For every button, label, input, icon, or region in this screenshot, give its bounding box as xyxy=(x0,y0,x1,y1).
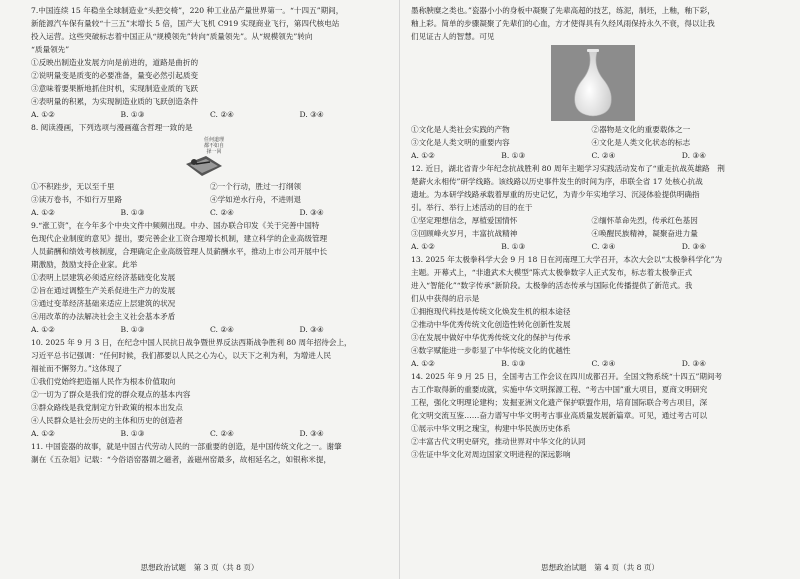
q11-choices xyxy=(411,149,772,162)
q14-stem-2: 古工作取得新的重要成就，实施中华文明探源工程、“考古中国”重大项目，夏商文明研究 xyxy=(411,385,708,394)
q10-statement-3: ③群众路线是我党制定方针政策的根本出发点 xyxy=(31,403,183,412)
q7-statement-4: ④表明量的积累，为实现制造业质的飞跃创造条件 xyxy=(31,97,199,106)
question-11-continued xyxy=(411,4,772,162)
q7-choice-a[interactable]: A. ①② xyxy=(31,110,55,119)
q12-statement-4: ④唤醒民族精神，凝聚奋进力量 xyxy=(591,229,698,238)
vase-area xyxy=(411,43,772,123)
q11-statements xyxy=(411,123,772,149)
page-3-footer: 思想政治试题 第 3 页（共 8 页） xyxy=(140,563,259,572)
q12-choice-c[interactable]: C. ②④ xyxy=(591,242,616,251)
q9-choices xyxy=(31,323,389,336)
vase-icon xyxy=(551,45,635,121)
q13-choice-a[interactable]: A. ①② xyxy=(411,359,435,368)
q10-stem-2: 习近平总书记强调：“任何时候，我们都要以人民之心为心，以天下之利为利，为增进人民 xyxy=(31,351,332,360)
q13-stem-1: 13. 2025 年太极拳科学大会 9 月 18 日在河南理工大学召开，本次大会以“太极拳科学化”为 xyxy=(411,255,723,264)
q13-choice-d[interactable]: D. ③④ xyxy=(681,359,707,368)
q9-stem-4: 期激励，鼓励支持企业家。此举 xyxy=(31,260,138,269)
question-10 xyxy=(31,336,389,440)
q11-stem-2: 淛在《五杂俎》记载：“今俗语窑器谓之磁者，盖磁州窑最多，故相延名之，如银称米提， xyxy=(31,455,332,464)
question-13 xyxy=(411,253,772,370)
q13-choice-b[interactable]: B. ①③ xyxy=(501,359,526,368)
q10-choice-a[interactable]: A. ①② xyxy=(31,429,55,438)
q12-stem-2: 楚薪火永相传”研学线路。该线路以历史事件发生的时间为序，串联全省 17 处核心抗战 xyxy=(411,177,703,186)
q12-statements xyxy=(411,214,772,240)
q9-choice-b[interactable]: B. ①③ xyxy=(120,325,145,334)
q10-choice-c[interactable]: C. ②④ xyxy=(210,429,234,438)
q11-statement-4: ④文化是人类文化状态的标志 xyxy=(591,138,691,147)
q14-stem-1: 14. 2025 年 9 月 25 日，全国考古工作会议在四川成都召开。全国文物系统“十四五”期间考 xyxy=(411,372,723,381)
q13-statement-4: ④数字赋能进一步彰显了中华传统文化的优越性 xyxy=(411,346,571,355)
q13-statement-2: ②推动中华优秀传统文化创造性转化创新性发展 xyxy=(411,320,571,329)
q10-choice-b[interactable]: B. ①③ xyxy=(120,429,145,438)
q10-choices xyxy=(31,427,389,440)
q8-choices xyxy=(31,206,389,219)
q11-statement-2: ②器物是文化的重要载体之一 xyxy=(591,125,691,134)
q13-stem-2: 主题。开幕式上，“非遗武术大模型”陈式太极拳数字人正式发布，标志着太极拳正式 xyxy=(411,268,693,277)
q12-choice-b[interactable]: B. ①③ xyxy=(501,242,526,251)
q12-stem-1: 12. 近日，湖北省青少年纪念抗战胜利 80 周年主题学习实践活动发布了“重走抗战英雄路 荆 xyxy=(411,164,725,173)
q8-statement-1: ①不积跬步，无以至千里 xyxy=(31,182,115,191)
q12-choices xyxy=(411,240,772,253)
q13-stem-3: 进入“智能化”“数字传承”新阶段。太极拳的活态传承与国际化传播提供了新范式。我 xyxy=(411,281,693,290)
q8-statement-3: ③读万卷书，不如行万里路 xyxy=(31,195,123,204)
q7-stem-3: 投入运营。这些突破标志着中国正从“规模领先”转向“质量领先”。从“规模领先”转向 xyxy=(31,32,313,41)
q10-statement-4: ④人民群众是社会历史的主体和历史的创造者 xyxy=(31,416,183,425)
q11-choice-b[interactable]: B. ①③ xyxy=(501,151,526,160)
cartoon-image xyxy=(176,134,236,180)
q8-statement-2: ②一个行动，胜过一打纲领 xyxy=(210,182,302,191)
q12-choice-a[interactable]: A. ①② xyxy=(411,242,435,251)
q8-choice-b[interactable]: B. ①③ xyxy=(120,208,145,217)
q14-stem-4: 化文明交流互鉴……奋力谱写中华文明考古事业高质量发展新篇章。可见，通过考古可以 xyxy=(411,411,708,420)
q13-statement-3: ③在发展中做好中华优秀传统文化的保护与传承 xyxy=(411,333,571,342)
vase-photo xyxy=(551,45,635,121)
q7-choice-c[interactable]: C. ②④ xyxy=(210,110,234,119)
q12-choice-d[interactable]: D. ③④ xyxy=(681,242,707,251)
q7-stem-2: 新能源汽车保有量较“十三五”末增长 5 倍，国产大飞机 C919 实现商业飞行，第四代核电站 xyxy=(31,19,340,28)
q7-choices xyxy=(31,108,389,121)
q7-statement-3: ③意味着要果断地抓住时机，实现制造业质的飞跃 xyxy=(31,84,199,93)
q14-stem-3: 工程，强化文明理论建构；发掘亚洲文化遗产保护联盟作用，培育国际联合考古项目，深 xyxy=(411,398,708,407)
q8-statements xyxy=(31,180,389,206)
q11-cont-2: 釉上彩。简单的步骤凝聚了先辈们的心血，方才使得具有久经风雨保持永久不衰，得以让我 xyxy=(411,19,715,28)
question-8 xyxy=(31,121,389,219)
q10-statement-2: ②一切为了群众是我们党的群众观点的基本内容 xyxy=(31,390,191,399)
q7-stem-4: “质量领先” xyxy=(31,45,70,54)
q8-choice-a[interactable]: A. ①② xyxy=(31,208,55,217)
page-4-footer: 思想政治试题 第 4 页（共 8 页） xyxy=(540,563,660,572)
q9-statement-1: ①表明上层建筑必须适应经济基础变化发展 xyxy=(31,273,176,282)
question-11 xyxy=(31,440,389,466)
question-12 xyxy=(411,162,772,253)
q11-choice-c[interactable]: C. ②④ xyxy=(591,151,616,160)
q9-stem-3: 人员薪酬和绩效考核制度，合理确定企业高级管理人员薪酬水平，推动上市公司开展中长 xyxy=(31,247,328,256)
cartoon-area xyxy=(31,134,389,180)
q10-statement-1: ①我们党始终把造福人民作为根本价值取向 xyxy=(31,377,176,386)
question-14 xyxy=(411,370,772,461)
page-4 xyxy=(400,0,800,579)
q9-choice-a[interactable]: A. ①② xyxy=(31,325,55,334)
question-9 xyxy=(31,219,389,336)
q12-stem-3: 遗址。为本研学线路承载着厚重的历史记忆，为青少年实地学习、沉浸体验提供明确指 xyxy=(411,190,700,199)
q9-stem-2: 色现代企业制度的意见》提出，要完善企业工资合理增长机制，建立科学的企业高级管理 xyxy=(31,234,328,243)
q8-statement-4: ④学如逆水行舟，不进则退 xyxy=(210,195,302,204)
cartoon-caption-1: 任何道理 xyxy=(203,137,225,143)
q11-cont-3: 们见证古人的智慧。可见 xyxy=(411,32,495,41)
q7-stem-1: 7.中国连续 15 年稳坐全球制造业“头把交椅”，220 种工业品产量世界第一。“十四五”期间， xyxy=(31,6,344,15)
q7-statement-1: ①反映出制造业发展方向是前进的，道路是曲折的 xyxy=(31,58,199,67)
q8-stem: 8. 阅读漫画，下列选项与漫画蕴含哲理一致的是 xyxy=(31,123,193,132)
q9-statement-3: ③通过变革经济基础来适应上层建筑的状况 xyxy=(31,299,176,308)
q13-stem-4: 们从中获得的启示是 xyxy=(411,294,480,303)
q7-statement-2: ②说明量变是质变的必要准备，量变必然引起质变 xyxy=(31,71,199,80)
q13-choices xyxy=(411,357,772,370)
q11-statement-3: ③文化是人类文明的重要内容 xyxy=(411,138,510,147)
q8-choice-d[interactable]: D. ③④ xyxy=(299,208,324,217)
q12-statement-3: ③回顾峰火岁月，丰富抗战精神 xyxy=(411,229,518,238)
q11-choice-d[interactable]: D. ③④ xyxy=(681,151,707,160)
q14-statement-3: ③佐证中华文化对周边国家文明进程的深远影响 xyxy=(411,450,571,459)
q7-choice-d[interactable]: D. ③④ xyxy=(299,110,324,119)
question-7 xyxy=(31,4,389,121)
cartoon-caption-2: 都不如自 xyxy=(203,143,225,149)
q13-choice-c[interactable]: C. ②④ xyxy=(591,359,616,368)
q8-choice-c[interactable]: C. ②④ xyxy=(210,208,234,217)
q7-choice-b[interactable]: B. ①③ xyxy=(120,110,145,119)
q9-choice-c[interactable]: C. ②④ xyxy=(210,325,234,334)
q11-statement-1: ①文化是人类社会实践的产物 xyxy=(411,125,510,134)
q9-choice-d[interactable]: D. ③④ xyxy=(299,325,324,334)
q12-statement-2: ②缅怀革命先烈，传承红色基因 xyxy=(591,216,698,225)
q14-statement-2: ②丰富古代文明史研究，推动世界对中华文化的认同 xyxy=(411,437,586,446)
q13-statement-1: ①拥抱现代科技是传统文化焕发生机的根本途径 xyxy=(411,307,571,316)
q10-stem-1: 10. 2025 年 9 月 3 日，在纪念中国人民抗日战争暨世界反法西斯战争胜利 80 周年招待会上， xyxy=(31,338,352,347)
cartoon-caption-3: 择一回 xyxy=(206,149,222,155)
q9-stem-1: 9.“涨工资”，在今年多个中央文件中频频出现。中办、国办联合印发《关于完善中国特 xyxy=(31,221,320,230)
q12-statement-1: ①坚定理想信念，厚植爱国情怀 xyxy=(411,216,518,225)
q12-stem-4: 引。举行、举行上述活动的目的在于 xyxy=(411,203,533,212)
q11-stem-1: 11. 中国瓷器的故事，就是中国古代劳动人民的一部重要的创造，是中国传统文化之一。谢肇 xyxy=(31,442,342,451)
q9-statement-4: ④用改革的办法解决社会主义社会基本矛盾 xyxy=(31,312,176,321)
q11-choice-a[interactable]: A. ①② xyxy=(411,151,435,160)
q10-choice-d[interactable]: D. ③④ xyxy=(299,429,324,438)
q10-stem-3: 福祉而不懈努力。”这体现了 xyxy=(31,364,123,373)
q9-statement-2: ②旨在通过调整生产关系促进生产力的发展 xyxy=(31,286,176,295)
q11-cont-1: 墨称腴糜之类也。”瓷器小小的身板中凝聚了先辈高超的技艺，练泥，制坯，上釉，釉下彩， xyxy=(411,6,715,15)
q14-statement-1: ①展示中华文明之瑰宝，构建中华民族历史体系 xyxy=(411,424,571,433)
